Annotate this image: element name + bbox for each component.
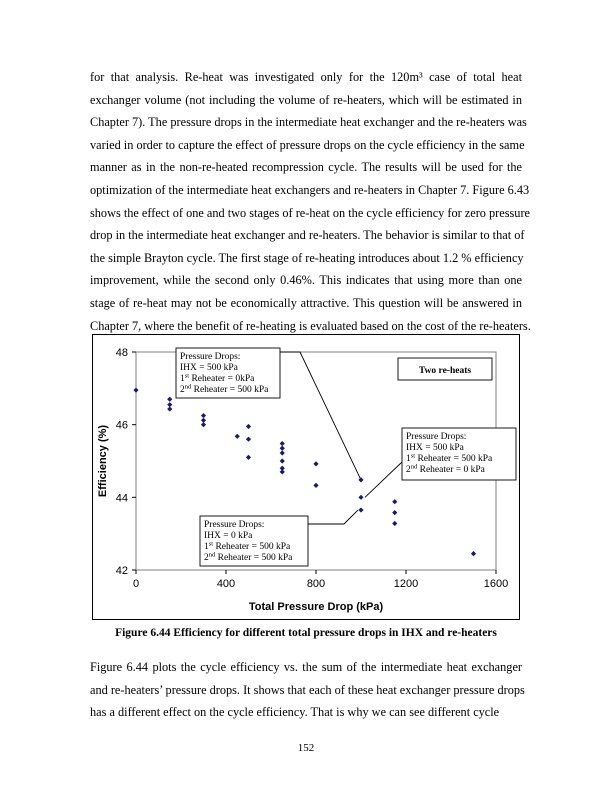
data-point xyxy=(201,413,206,418)
paragraph-top-line: exchanger volume (not including the volume of re-heaters, which will be estimated in xyxy=(90,92,522,107)
x-tick-label: 1600 xyxy=(483,578,509,590)
y-tick-label: 42 xyxy=(115,565,128,577)
x-tick-label: 800 xyxy=(306,578,326,590)
annotation-text: 2nd Reheater = 500 kPa xyxy=(180,383,269,395)
y-tick-label: 46 xyxy=(115,419,128,432)
x-tick-label: 400 xyxy=(216,578,236,590)
data-point xyxy=(201,422,206,427)
annotation-text: 1st Reheater = 500 kPa xyxy=(406,452,493,464)
data-point xyxy=(358,507,363,512)
annotation-text: 2nd Reheater = 500 kPa xyxy=(204,551,293,563)
data-point xyxy=(235,434,240,439)
legend-label: Two re-heats xyxy=(418,366,472,376)
data-point xyxy=(167,397,172,402)
x-axis-label: Total Pressure Drop (kPa) xyxy=(248,601,384,613)
paragraph-bottom-line: Figure 6.44 plots the cycle efficiency vs. the sum of the intermediate heat exchanger xyxy=(90,660,522,674)
data-point xyxy=(392,521,397,526)
data-point xyxy=(246,424,251,429)
annotation-leader xyxy=(280,352,361,480)
data-point xyxy=(280,469,285,474)
annotation-text: 1st Reheater = 0kPa xyxy=(180,372,255,384)
data-point xyxy=(280,450,285,455)
data-point xyxy=(471,551,476,556)
annotation-text: Pressure Drops: xyxy=(204,520,265,530)
paragraph-bottom-line: has a different effect on the cycle efficiency. That is why we can see different cycle xyxy=(90,705,500,720)
annotation-text: Pressure Drops: xyxy=(406,432,467,442)
paragraph-top-line: Chapter 7). The pressure drops in the intermediate heat exchanger and the re-heaters was xyxy=(90,115,527,130)
x-tick-label: 0 xyxy=(132,578,140,590)
annotation-text: IHX = 0 kPa xyxy=(204,531,253,541)
paragraph-top-line: for that analysis. Re-heat was investigated only for the 120m³ case of total heat xyxy=(90,70,522,84)
data-point xyxy=(358,477,363,482)
data-point xyxy=(280,446,285,451)
paragraph-top xyxy=(90,66,531,337)
paragraph-top-line: optimization of the intermediate heat exchangers and re-heaters in Chapter 7. Figure 6.43 xyxy=(90,182,530,197)
y-tick-label: 44 xyxy=(115,492,128,505)
data-point xyxy=(167,406,172,411)
paragraph-bottom-line: and re-heaters’ pressure drops. It shows that each of these heat exchanger pressure drops xyxy=(90,682,525,697)
data-point xyxy=(392,510,397,515)
paragraph-bottom xyxy=(90,656,525,724)
data-point xyxy=(133,388,138,393)
data-point xyxy=(280,441,285,446)
data-point xyxy=(246,455,251,460)
y-axis-label: Efficiency (%) xyxy=(97,424,109,498)
efficiency-chart xyxy=(92,334,520,620)
annotation-text: IHX = 500 kPa xyxy=(406,443,464,453)
data-point xyxy=(313,461,318,466)
annotation-text: 1st Reheater = 500 kPa xyxy=(204,540,291,552)
paragraph-top-line: stage of re-heat may not be economically attractive. This question will be answered in xyxy=(90,295,522,310)
y-tick-label: 48 xyxy=(115,347,128,359)
data-point xyxy=(246,437,251,442)
paragraph-top-line: varied in order to capture the effect of pressure drops on the cycle efficiency in the same xyxy=(90,137,525,152)
data-point xyxy=(392,499,397,504)
paragraph-top-line: improvement, while the second only 0.46%. This indicates that using more than one xyxy=(90,273,522,288)
paragraph-top-line: shows the effect of one and two stages of re-heat on the cycle efficiency for zero pressure xyxy=(90,205,530,220)
annotation-leader xyxy=(308,510,358,524)
x-tick-label: 1200 xyxy=(393,578,419,590)
annotation-text: Pressure Drops: xyxy=(180,352,241,362)
annotation-text: IHX = 500 kPa xyxy=(180,363,238,373)
annotation-leader xyxy=(365,462,402,497)
data-point xyxy=(280,458,285,463)
annotation-text: 2nd Reheater = 0 kPa xyxy=(406,463,485,475)
figure-caption: Figure 6.44 Efficiency for different total pressure drops in IHX and re-heaters xyxy=(115,627,497,639)
paragraph-top-line: the simple Brayton cycle. The first stage of re-heating introduces about 1.2 % efficiency xyxy=(90,250,524,265)
paragraph-top-line: Chapter 7, where the benefit of re-heating is evaluated based on the cost of the re-heaters. xyxy=(90,318,531,333)
data-point xyxy=(358,495,363,500)
paragraph-top-line: manner as in the non-re-heated recompression cycle. The results will be used for the xyxy=(90,160,522,175)
data-point xyxy=(313,483,318,488)
page-number: 152 xyxy=(297,742,315,754)
paragraph-top-line: drop in the intermediate heat exchanger and re-heaters. The behavior is similar to that of xyxy=(90,228,525,243)
